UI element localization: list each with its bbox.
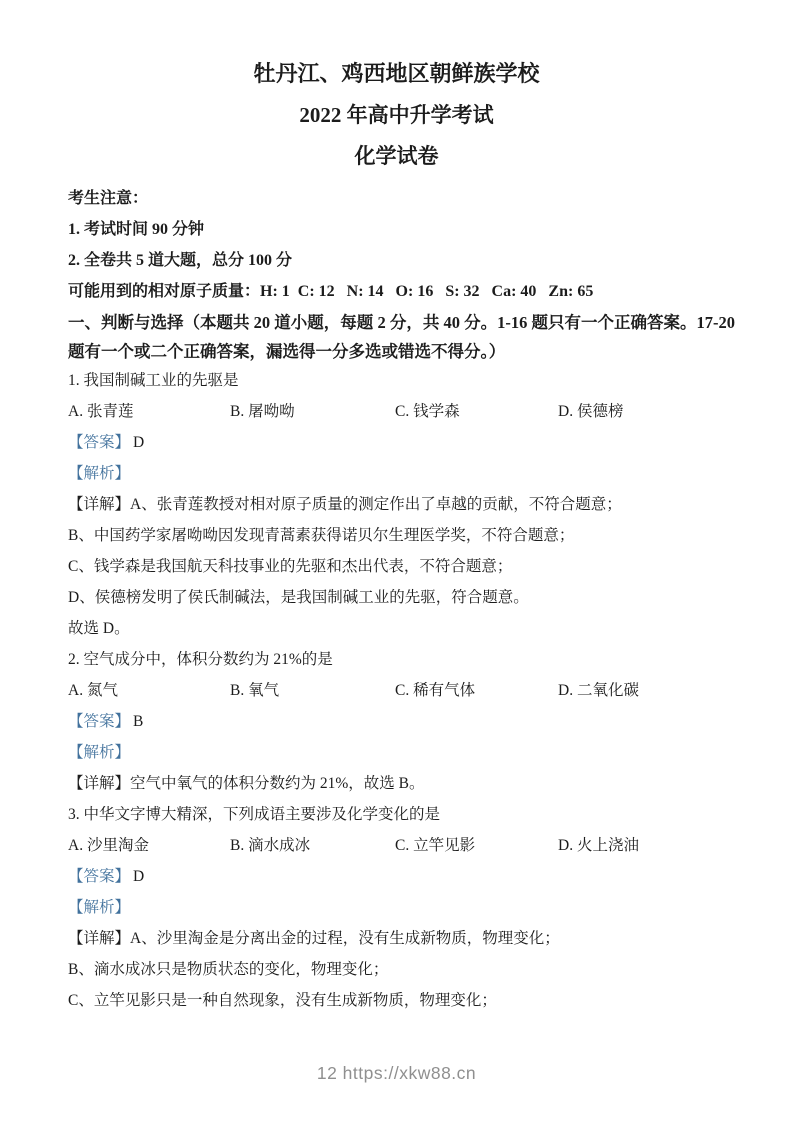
question-2-options — [68, 682, 735, 699]
question-1-analysis-line — [68, 465, 735, 482]
answer-value: B — [133, 713, 144, 730]
question-1-detail-line: B、中国药学家屠呦呦因发现青蒿素获得诺贝尔生理医学奖，不符合题意； — [68, 527, 575, 544]
question-1-stem: 1. 我国制碱工业的先驱是 — [68, 372, 239, 389]
question-3-detail-line: C、立竿见影只是一种自然现象，没有生成新物质，物理变化； — [68, 992, 497, 1009]
question-3-answer-line — [68, 868, 735, 885]
option-c: C. 稀有气体 — [395, 682, 476, 699]
question-1-options — [68, 403, 735, 420]
question-1-detail-line: D、侯德榜发明了侯氏制碱法，是我国制碱工业的先驱，符合题意。 — [68, 589, 529, 606]
exam-title: 2022 年高中升学考试 — [299, 103, 494, 127]
notice-item-total-score: 2. 全卷共 5 道大题，总分 100 分 — [68, 252, 293, 269]
answer-label: 【答案】 — [68, 868, 131, 885]
atomic-mass-line: 可能用到的相对原子质量：H: 1 C: 12 N: 14 O: 16 S: 32 Ca: 40 Zn: 65 — [68, 283, 594, 300]
notice-item-exam-time: 1. 考试时间 90 分钟 — [68, 221, 205, 238]
question-1-detail-line: C、钱学森是我国航天科技事业的先驱和杰出代表，不符合题意； — [68, 558, 513, 575]
analysis-label: 【解析】 — [68, 744, 131, 761]
option-c: C. 立竿见影 — [395, 837, 476, 854]
subject-title: 化学试卷 — [354, 144, 439, 168]
document-body — [0, 182, 793, 1009]
analysis-label: 【解析】 — [68, 899, 131, 916]
option-a: A. 氮气 — [68, 682, 118, 699]
answer-value: D — [133, 434, 145, 451]
option-a: A. 张青莲 — [68, 403, 134, 420]
option-a: A. 沙里淘金 — [68, 837, 149, 854]
option-d: D. 火上浇油 — [558, 837, 639, 854]
option-c: C. 钱学森 — [395, 403, 460, 420]
answer-label: 【答案】 — [68, 713, 131, 730]
school-title: 牡丹江、鸡西地区朝鲜族学校 — [253, 61, 540, 86]
question-2-stem: 2. 空气成分中，体积分数约为 21%的是 — [68, 651, 333, 668]
section-heading-line-1: 一、判断与选择（本题共 20 道小题，每题 2 分，共 40 分。1-16 题只有一个正确答案。17-20 — [68, 313, 735, 332]
question-1-answer-line — [68, 434, 735, 451]
question-3-options — [68, 837, 735, 854]
question-1-detail-line: 【详解】A、张青莲教授对相对原子质量的测定作出了卓越的贡献，不符合题意； — [68, 496, 622, 513]
question-3-stem: 3. 中华文字博大精深，下列成语主要涉及化学变化的是 — [68, 806, 441, 823]
notice-heading: 考生注意： — [68, 190, 149, 207]
option-b: B. 氧气 — [230, 682, 280, 699]
question-1-conclusion-line: 故选 D。 — [68, 620, 130, 637]
question-3-analysis-line — [68, 899, 735, 916]
section-heading-line-2: 题有一个或二个正确答案，漏选得一分多选或错选不得分。） — [68, 342, 506, 361]
question-3-detail-line: 【详解】A、沙里淘金是分离出金的过程，没有生成新物质，物理变化； — [68, 930, 560, 947]
question-2-answer-line — [68, 713, 735, 730]
option-b: B. 屠呦呦 — [230, 403, 295, 420]
analysis-label: 【解析】 — [68, 465, 131, 482]
question-2-detail-line: 【详解】空气中氧气的体积分数约为 21%，故选 B。 — [68, 775, 425, 792]
option-b: B. 滴水成冰 — [230, 837, 311, 854]
answer-label: 【答案】 — [68, 434, 131, 451]
question-2-analysis-line — [68, 744, 735, 761]
option-d: D. 侯德榜 — [558, 403, 624, 420]
answer-value: D — [133, 868, 145, 885]
question-3-detail-line: B、滴水成冰只是物质状态的变化，物理变化； — [68, 961, 389, 978]
page-footer-watermark: 12 https://xkw88.cn — [316, 1063, 477, 1083]
option-d: D. 二氧化碳 — [558, 682, 639, 699]
document-title-block — [0, 0, 793, 168]
